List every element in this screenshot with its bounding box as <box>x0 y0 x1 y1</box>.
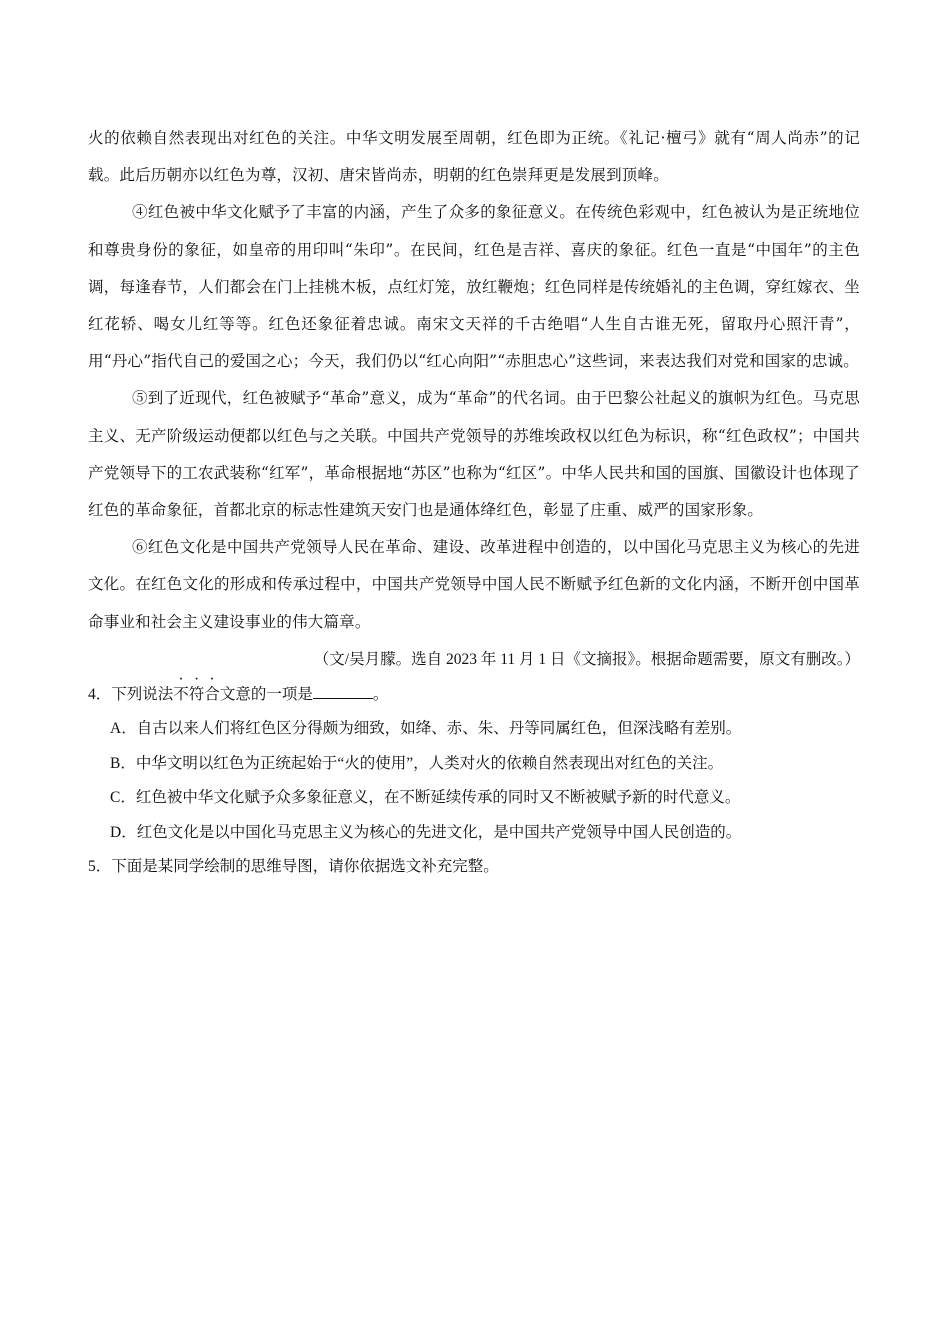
emphasis-char: 不 <box>173 685 189 703</box>
question-5: 5．下面是某同学绘制的思维导图，请你依据选文补充完整。 <box>88 858 499 876</box>
question-4-suffix: 文意的一项是 <box>219 685 313 703</box>
option-c: C．红色被中华文化赋予众多象征意义，在不断延续传承的同时又不断被赋予新的时代意义。 <box>110 789 741 807</box>
question-4 <box>88 678 860 713</box>
question-4-prefix: 4．下列说法 <box>88 685 174 703</box>
option-d: D．红色文化是以中国化马克思主义为核心的先进文化，是中国共产党领导中国人民创造的。 <box>110 823 742 841</box>
answer-blank[interactable] <box>313 684 373 699</box>
question-4-end: 。 <box>372 685 389 703</box>
article-paragraph-5: ⑤到了近现代，红色被赋予“革命”意义，成为“革命”的代名词。由于巴黎公社起义的旗帜为红色。马克思主义、无产阶级运动便都以红色与之关联。中国共产党领导的苏维埃政权以红色为标识，称“红色政权”；中国共产党领导下的工农武装称“红军”，革命根据地“苏区”也称为“红区”。中华人民共和国的国旗、国徽设计也体现了红色的革命象征，首都北京的标志性建筑天安门也是通体绛红色，彰显了庄重、威严的国家形象。 <box>88 389 860 520</box>
option-b: B．中华文明以红色为正统起始于“火的使用”，人类对火的依赖自然表现出对红色的关注。 <box>110 754 724 772</box>
option-a: A．自古以来人们将红色区分得颇为细致，如绛、赤、朱、丹等同属红色，但深浅略有差别。 <box>110 720 742 738</box>
document-page <box>88 120 860 885</box>
article-paragraph-6: ⑥红色文化是中国共产党领导人民在革命、建设、改革进程中创造的，以中国化马克思主义为核心的先进文化。在红色文化的形成和传承过程中，中国共产党领导中国人民不断赋予红色新的文化内涵，不断开创中国革命事业和社会主义建设事业的伟大篇章。 <box>88 538 860 631</box>
emphasis-char: 合 <box>204 685 220 703</box>
emphasis-char: 符 <box>188 685 205 703</box>
article-paragraph-4: ④红色被中华文化赋予了丰富的内涵，产生了众多的象征意义。在传统色彩观中，红色被认为是正统地位和尊贵身份的象征，如皇帝的用印叫“朱印”。在民间，红色是吉祥、喜庆的象征。红色一直是“中国年”的主色调，每逢春节，人们都会在门上挂桃木板，点红灯笼，放红鞭炮；红色同样是传统婚礼的主色调，穿红嫁衣、坐红花轿、喝女儿红等等。红色还象征着忠诚。南宋文天祥的千古绝唱“人生自古谁无死，留取丹心照汗青”，用“丹心”指代自己的爱国之心；今天，我们仍以“红心向阳”“赤胆忠心”这些词，来表达我们对党和国家的忠诚。 <box>88 203 860 371</box>
article-paragraph-continued: 火的依赖自然表现出对红色的关注。中华文明发展至周朝，红色即为正统。《礼记·檀弓》就有“周人尚赤”的记载。此后历朝亦以红色为尊，汉初、唐宋皆尚赤，明朝的红色崇拜更是发展到顶峰。 <box>88 129 860 185</box>
article-source: （文/吴月朦。选自 2023 年 11 月 1 日《文摘报》。根据命题需要，原文有删改。） <box>313 650 860 668</box>
